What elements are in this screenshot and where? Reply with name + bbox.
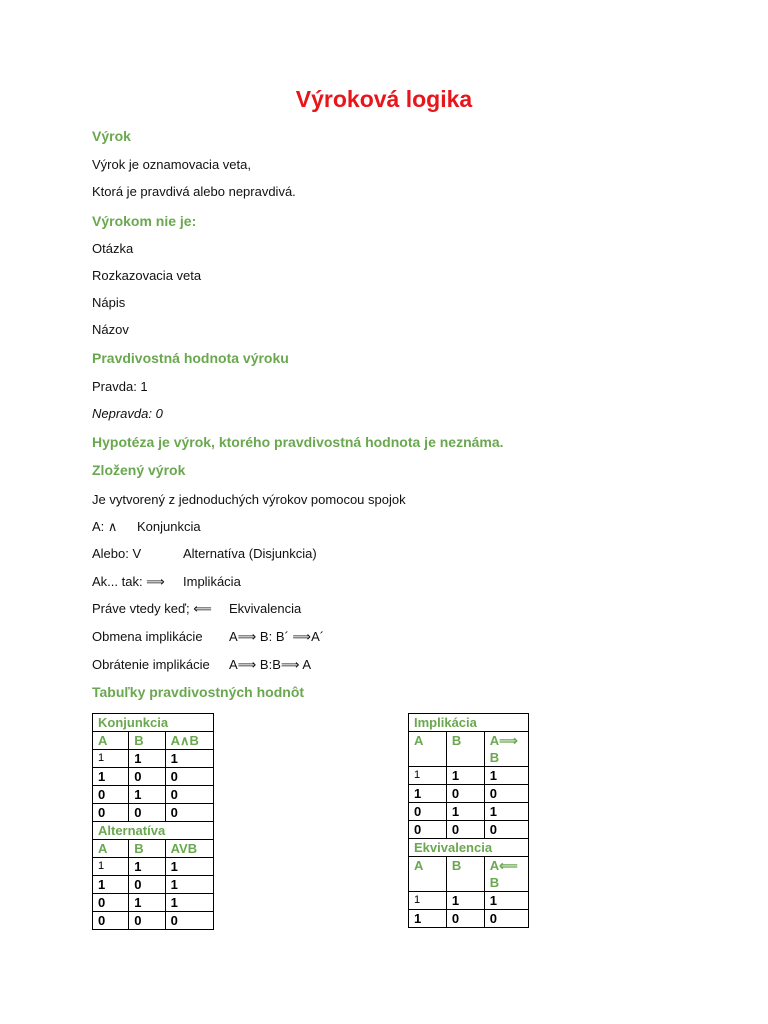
table-row — [409, 910, 529, 928]
table-cell: 1 — [409, 910, 447, 928]
connective-alternativa-word: Alebo: V — [92, 546, 142, 561]
table-cell: 1 — [93, 768, 129, 786]
table-row — [409, 732, 529, 767]
header-cell: A — [93, 732, 129, 750]
list-item-napis: Nápis — [92, 295, 126, 310]
text-vyrok-2: Ktorá je pravdivá alebo nepravdivá. — [92, 184, 296, 199]
header-cell: AVB — [165, 840, 213, 858]
table-row — [409, 892, 529, 910]
table-cell: 1 — [409, 785, 447, 803]
table-row — [93, 894, 214, 912]
table-cell: 0 — [93, 786, 129, 804]
connective-implikacia-name: Implikácia — [183, 574, 241, 589]
table-cell: 1 — [129, 894, 165, 912]
heading-pravdivostna: Pravdivostná hodnota výroku — [92, 350, 289, 366]
table-title-konjunkcia: Konjunkcia — [93, 714, 214, 732]
table-cell: 0 — [165, 768, 213, 786]
heading-hypoteza: Hypotéza je výrok, ktorého pravdivostná hodnota je neznáma. — [92, 434, 504, 450]
connective-konjunkcia-word: A: ∧ — [92, 519, 118, 534]
table-cell: 1 — [93, 876, 129, 894]
obmena-formula: A⟹ B: B´ ⟹A´ — [229, 629, 325, 644]
header-cell: B — [446, 732, 484, 767]
table-cell: 1 — [446, 767, 484, 785]
table-cell: 0 — [129, 804, 165, 822]
table-cell: 0 — [93, 912, 129, 930]
table-cell: 0 — [93, 804, 129, 822]
table-cell: 0 — [446, 821, 484, 839]
table-cell: 1 — [409, 892, 447, 910]
text-vyrok-1: Výrok je oznamovacia veta, — [92, 157, 251, 172]
heading-tabulky: Tabuľky pravdivostných hodnôt — [92, 684, 305, 700]
header-cell: A⟸B — [484, 857, 528, 892]
table-cell: 0 — [129, 912, 165, 930]
list-item-otazka: Otázka — [92, 241, 134, 256]
table-cell: 1 — [165, 858, 213, 876]
table-cell: 1 — [93, 858, 129, 876]
table-row — [93, 732, 214, 750]
heading-vyrok: Výrok — [92, 128, 131, 144]
obmena-label: Obmena implikácie — [92, 629, 203, 644]
table-cell: 0 — [165, 786, 213, 804]
table-cell: 1 — [165, 750, 213, 768]
table-cell: 1 — [93, 750, 129, 768]
table-cell: 1 — [484, 767, 528, 785]
header-cell: B — [129, 840, 165, 858]
table-cell: 0 — [484, 910, 528, 928]
connective-alternativa-name: Alternatíva (Disjunkcia) — [183, 546, 317, 561]
connective-ekvivalencia-word: Práve vtedy keď; ⟸ — [92, 601, 212, 616]
heading-zlozeny: Zložený výrok — [92, 462, 186, 478]
table-cell: 1 — [409, 767, 447, 785]
table-row — [93, 804, 214, 822]
text-nepravda: Nepravda: 0 — [92, 406, 163, 421]
table-cell: 0 — [165, 804, 213, 822]
table-cell: 0 — [484, 785, 528, 803]
table-row — [93, 876, 214, 894]
header-cell: A∧B — [165, 732, 213, 750]
table-title-ekvivalencia: Ekvivalencia — [409, 839, 529, 857]
truth-table-right — [408, 713, 529, 928]
table-cell: 0 — [409, 821, 447, 839]
table-cell: 1 — [129, 858, 165, 876]
obratenie-label: Obrátenie implikácie — [92, 657, 210, 672]
table-row — [93, 840, 214, 858]
table-cell: 0 — [165, 912, 213, 930]
table-row — [93, 912, 214, 930]
text-zlozeny: Je vytvorený z jednoduchých výrokov pomocou spojok — [92, 492, 406, 507]
table-title-implikacia: Implikácia — [409, 714, 529, 732]
table-cell: 0 — [129, 768, 165, 786]
table-row — [409, 714, 529, 732]
list-item-rozkazovacia: Rozkazovacia veta — [92, 268, 202, 283]
table-cell: 1 — [165, 876, 213, 894]
table-title-alternativa: Alternatíva — [93, 822, 214, 840]
obratenie-formula: A⟹ B:B⟹ A — [229, 657, 312, 672]
text-pravda: Pravda: 1 — [92, 379, 148, 394]
list-item-nazov: Názov — [92, 322, 129, 337]
header-cell: A — [93, 840, 129, 858]
header-cell: A — [409, 857, 447, 892]
table-row — [93, 768, 214, 786]
table-row — [93, 750, 214, 768]
table-cell: 1 — [129, 750, 165, 768]
table-cell: 0 — [93, 894, 129, 912]
table-cell: 0 — [409, 803, 447, 821]
connective-implikacia-word: Ak... tak: ⟹ — [92, 574, 165, 589]
header-cell: B — [129, 732, 165, 750]
table-row — [93, 858, 214, 876]
header-cell: B — [446, 857, 484, 892]
table-row — [93, 714, 214, 732]
heading-vyrokom-nie-je: Výrokom nie je: — [92, 213, 197, 229]
header-cell: A — [409, 732, 447, 767]
header-cell: A⟹B — [484, 732, 528, 767]
table-cell: 1 — [129, 786, 165, 804]
truth-table-left — [92, 713, 214, 930]
connective-konjunkcia-name: Konjunkcia — [137, 519, 201, 534]
table-cell: 1 — [484, 892, 528, 910]
table-cell: 0 — [446, 910, 484, 928]
connective-ekvivalencia-name: Ekvivalencia — [229, 601, 302, 616]
table-cell: 1 — [446, 803, 484, 821]
table-cell: 1 — [484, 803, 528, 821]
table-cell: 1 — [446, 892, 484, 910]
table-row — [409, 839, 529, 857]
page-title: Výroková logika — [295, 86, 473, 112]
table-row — [93, 786, 214, 804]
table-row — [409, 803, 529, 821]
table-row — [409, 767, 529, 785]
table-row — [409, 857, 529, 892]
table-cell: 0 — [446, 785, 484, 803]
table-cell: 0 — [129, 876, 165, 894]
table-row — [93, 822, 214, 840]
table-cell: 0 — [484, 821, 528, 839]
table-cell: 1 — [165, 894, 213, 912]
table-row — [409, 785, 529, 803]
table-row — [409, 821, 529, 839]
